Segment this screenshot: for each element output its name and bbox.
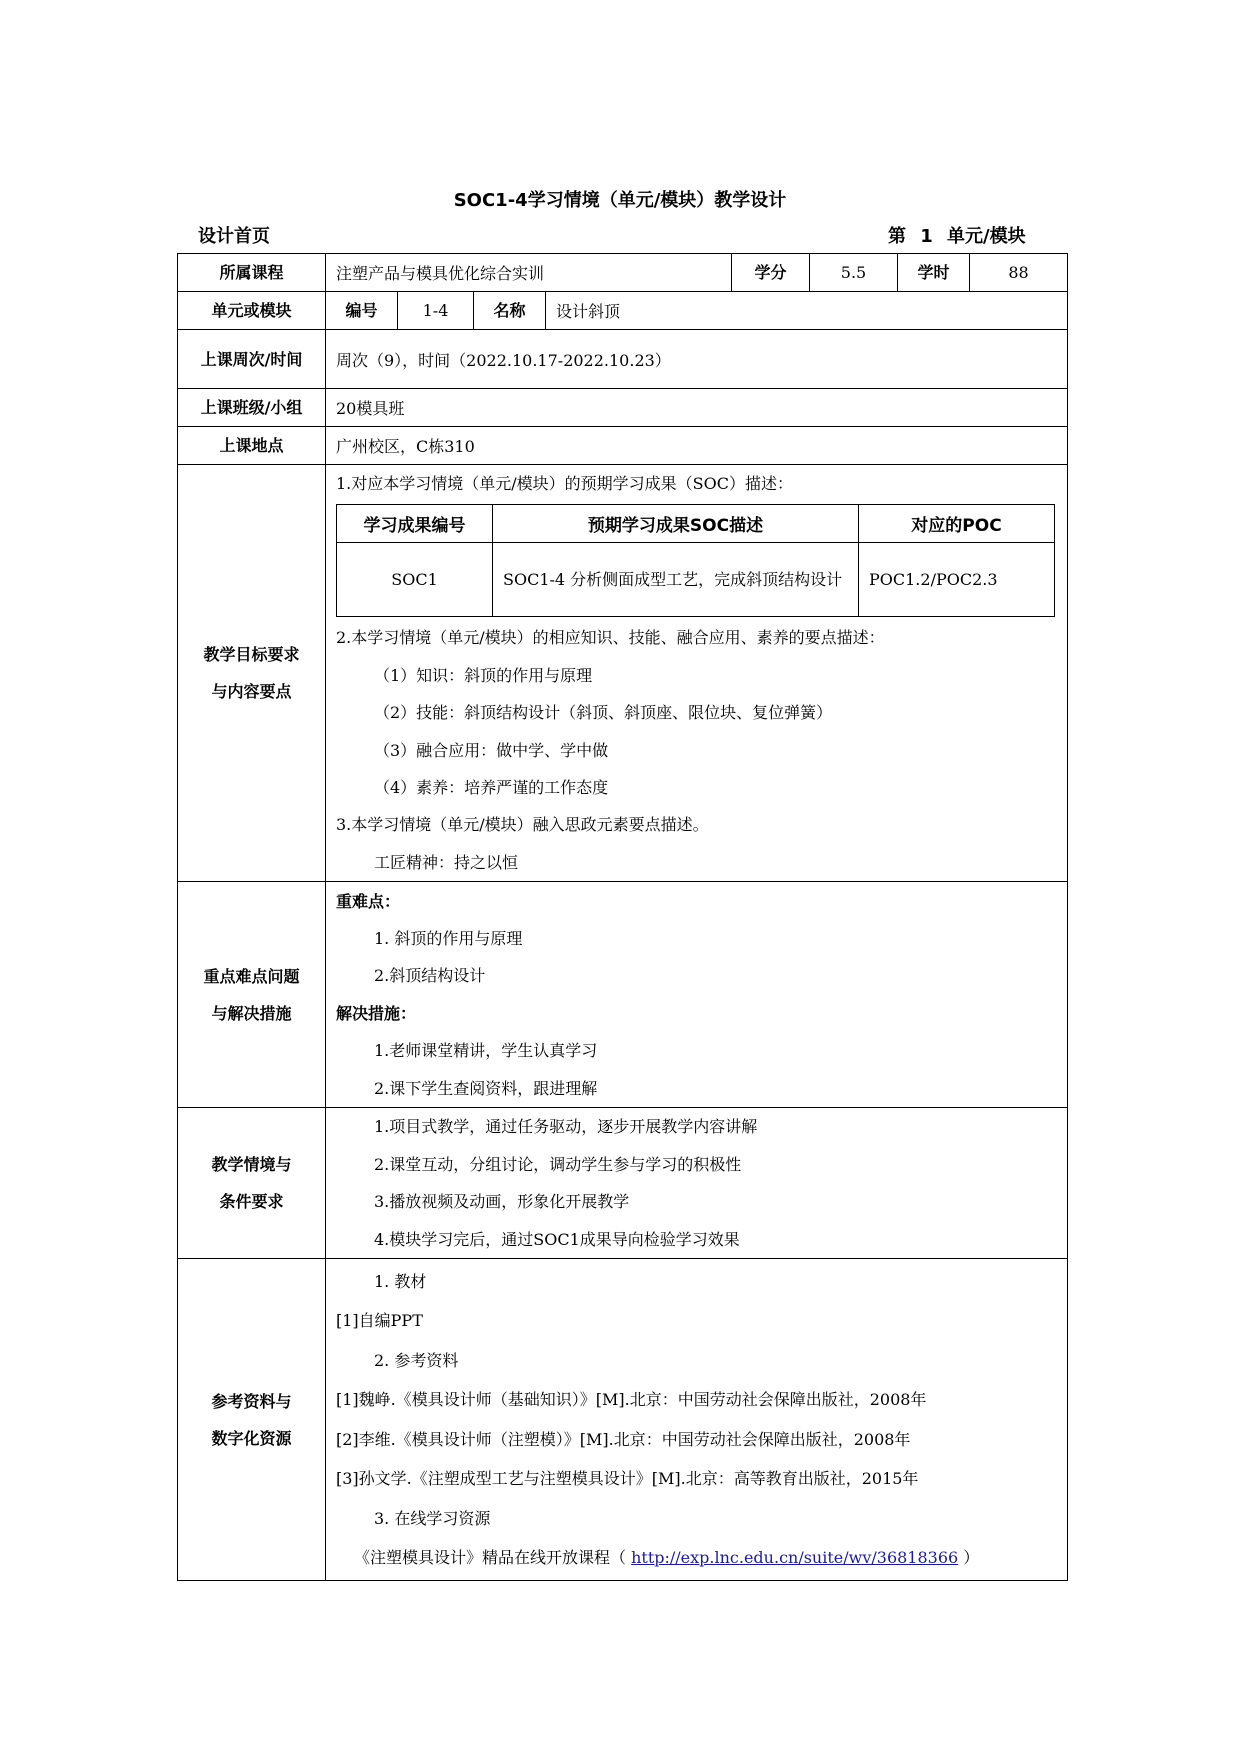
credit-value: 5.5 xyxy=(810,254,898,292)
objectives-content xyxy=(326,465,1068,882)
key-point: 2.斜顶结构设计 xyxy=(374,966,486,986)
condition-item: 1.项目式教学，通过任务驱动，逐步开展教学内容讲解 xyxy=(374,1117,758,1137)
soc-cell-no: SOC1 xyxy=(337,543,493,617)
key-point: 1. 斜顶的作用与原理 xyxy=(374,928,523,948)
resource-heading-online: 3. 在线学习资源 xyxy=(374,1508,491,1528)
objectives-label-line1: 教学目标要求 xyxy=(203,645,300,665)
header-left: 设计首页 xyxy=(198,226,270,247)
conditions-label-line2: 条件要求 xyxy=(219,1192,284,1212)
online-resource-suffix: ） xyxy=(958,1548,980,1568)
resources-content xyxy=(326,1259,1068,1581)
place-label: 上课地点 xyxy=(178,427,326,465)
class-label: 上课班级/小组 xyxy=(178,389,326,427)
unit-name: 设计斜顶 xyxy=(546,292,1068,330)
soc-header-poc: 对应的POC xyxy=(859,505,1055,543)
condition-item: 4.模块学习完后，通过SOC1成果导向检验学习效果 xyxy=(374,1229,740,1249)
objective-item: （2）技能：斜顶结构设计（斜顶、斜顶座、限位块、复位弹簧） xyxy=(374,703,833,723)
online-course-link[interactable]: http://exp.lnc.edu.cn/suite/wv/36818366 xyxy=(631,1548,959,1568)
course-value: 注塑产品与模具优化综合实训 xyxy=(326,254,732,292)
time-value: 周次（9），时间（2022.10.17-2022.10.23） xyxy=(326,330,1068,389)
difficulties-label-line2: 与解决措施 xyxy=(211,1003,292,1023)
conditions-content xyxy=(326,1108,1068,1259)
soc-cell-desc: SOC1-4 分析侧面成型工艺，完成斜顶结构设计 xyxy=(493,543,859,617)
resource-heading-refs: 2. 参考资料 xyxy=(374,1350,459,1370)
resources-label-line2: 数字化资源 xyxy=(211,1428,292,1448)
textbook-item: [1]自编PPT xyxy=(336,1311,423,1331)
objective-item: （1）知识：斜顶的作用与原理 xyxy=(374,665,593,685)
resource-heading-textbook: 1. 教材 xyxy=(374,1271,427,1291)
objectives-intro: 1.对应本学习情境（单元/模块）的预期学习成果（SOC）描述： xyxy=(336,474,793,493)
unit-label: 单元或模块 xyxy=(178,292,326,330)
reference-item: [3]孙文学.《注塑成型工艺与注塑模具设计》[M].北京：高等教育出版社，2015年 xyxy=(336,1469,919,1489)
credit-label: 学分 xyxy=(732,254,810,292)
soc-header-no: 学习成果编号 xyxy=(337,505,493,543)
soc-table xyxy=(336,504,1055,617)
objectives-point3: 3.本学习情境（单元/模块）融入思政元素要点描述。 xyxy=(336,815,709,835)
reference-item: [1]魏峥.《模具设计师（基础知识）》[M].北京：中国劳动社会保障出版社，2008年 xyxy=(336,1390,927,1410)
unit-no: 1-4 xyxy=(398,292,474,330)
soc-header-desc: 预期学习成果SOC描述 xyxy=(493,505,859,543)
key-points-title: 重难点： xyxy=(336,891,401,911)
header-right: 第 1 单元/模块 xyxy=(888,226,1026,247)
hours-value: 88 xyxy=(970,254,1068,292)
reference-item: [2]李维.《模具设计师（注塑模）》[M].北京：中国劳动社会保障出版社，2008年 xyxy=(336,1429,911,1449)
objectives-point2: 2.本学习情境（单元/模块）的相应知识、技能、融合应用、素养的要点描述： xyxy=(336,628,885,648)
unit-no-label: 编号 xyxy=(326,292,398,330)
conditions-label xyxy=(178,1108,326,1259)
hours-label: 学时 xyxy=(898,254,970,292)
place-value: 广州校区，C栋310 xyxy=(326,427,1068,465)
course-label: 所属课程 xyxy=(178,254,326,292)
resources-label xyxy=(178,1259,326,1581)
difficulties-label-line1: 重点难点问题 xyxy=(203,966,300,986)
objectives-label-line2: 与内容要点 xyxy=(211,682,292,702)
design-table xyxy=(177,253,1068,1581)
soc-cell-poc: POC1.2/POC2.3 xyxy=(859,543,1055,617)
resources-label-line1: 参考资料与 xyxy=(211,1391,292,1411)
condition-item: 3.播放视频及动画，形象化开展教学 xyxy=(374,1192,630,1212)
objective-item: （4）素养：培养严谨的工作态度 xyxy=(374,778,609,798)
conditions-label-line1: 教学情境与 xyxy=(211,1155,292,1175)
online-resource xyxy=(336,1538,1057,1578)
objectives-label xyxy=(178,465,326,882)
difficulties-label xyxy=(178,882,326,1108)
objectives-ideology: 工匠精神：持之以恒 xyxy=(374,852,519,872)
solution-item: 2.课下学生查阅资料，跟进理解 xyxy=(374,1078,598,1098)
solutions-title: 解决措施： xyxy=(336,1003,417,1023)
online-resource-prefix: 《注塑模具设计》精品在线开放课程（ xyxy=(354,1548,632,1568)
document-title: SOC1-4学习情境（单元/模块）教学设计 xyxy=(453,190,787,211)
unit-name-label: 名称 xyxy=(474,292,546,330)
condition-item: 2.课堂互动，分组讨论，调动学生参与学习的积极性 xyxy=(374,1154,742,1174)
difficulties-content xyxy=(326,882,1068,1108)
class-value: 20模具班 xyxy=(326,389,1068,427)
solution-item: 1.老师课堂精讲，学生认真学习 xyxy=(374,1041,598,1061)
time-label: 上课周次/时间 xyxy=(178,330,326,389)
objective-item: （3）融合应用：做中学、学中做 xyxy=(374,740,609,760)
